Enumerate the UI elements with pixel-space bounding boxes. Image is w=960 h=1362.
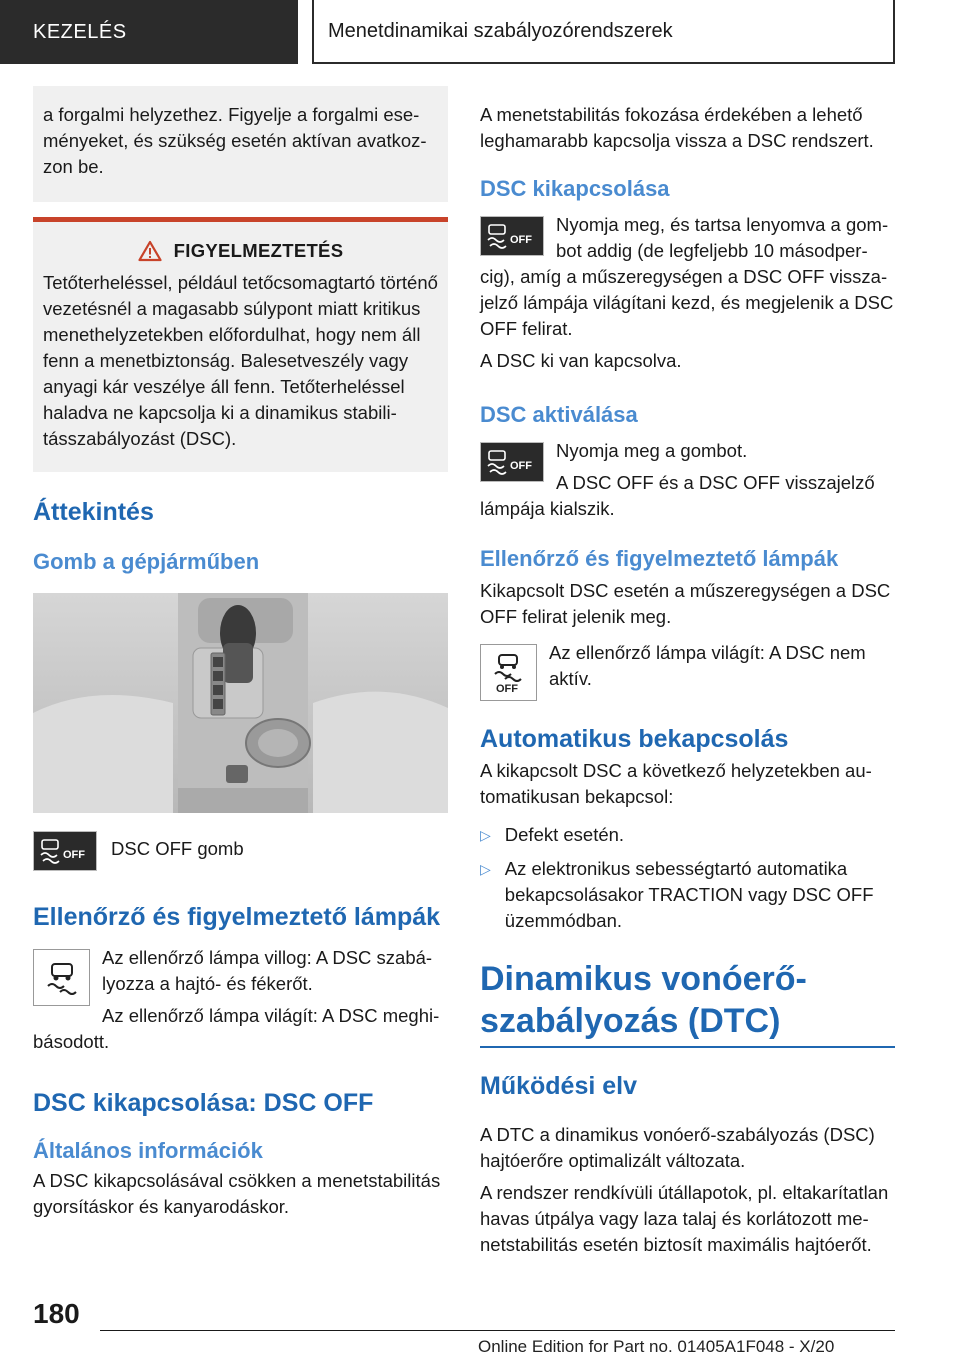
lamp-on-text-right: Az ellenőrző lámpa világít: A DSC nem aktív. xyxy=(549,642,866,689)
dsc-off-lamp-icon xyxy=(480,644,537,701)
right-column xyxy=(480,102,895,1258)
triangle-bullet-icon: ▷ xyxy=(480,861,491,877)
warning-header xyxy=(43,240,438,262)
list-item xyxy=(480,822,895,848)
header-section-tab: KEZELÉS xyxy=(0,0,298,64)
heading-dtc: Dinamikus vonóerő-szabályozás (DTC) xyxy=(480,960,807,1040)
heading-button-in-vehicle: Gomb a gépjárműben xyxy=(33,549,260,574)
left-column xyxy=(33,86,448,1220)
svg-text:OFF: OFF xyxy=(510,460,532,472)
warning-box xyxy=(33,217,448,472)
dsc-off-button-icon xyxy=(480,442,544,482)
button-caption: DSC OFF gomb xyxy=(111,838,244,859)
auto-enable-list xyxy=(480,822,895,934)
warning-triangle-icon xyxy=(138,240,162,262)
dsc-off-button-row xyxy=(33,831,448,871)
dsc-off-button-icon xyxy=(480,216,544,256)
lamp-section-left xyxy=(33,945,448,1055)
enable-step: Nyomja meg a gombot. xyxy=(556,440,748,461)
heading-enable-dsc: DSC aktiválása xyxy=(480,402,638,427)
heading-dsc-off: DSC kikapcsolása: DSC OFF xyxy=(33,1089,374,1117)
intro-text: A menetstabilitás fokozása érdekében a lehető leghamarabb kapcsolja vissza a DSC rendszert. xyxy=(480,104,874,151)
disable-result: A DSC ki van kapcsolva. xyxy=(480,350,682,371)
auto-text: A kikapcsolt DSC a következő helyzetekben automatikusan bekapcsol: xyxy=(480,760,872,807)
svg-text:OFF: OFF xyxy=(63,849,85,861)
heading-principle: Működési elv xyxy=(480,1072,637,1100)
lamp-on-text-left: Az ellenőrző lámpa világít: A DSC meghibásodott. xyxy=(33,1005,440,1052)
header-chapter-title: Menetdinamikai szabályozórendszerek xyxy=(312,0,895,64)
note-text: a forgalmi helyzethez. Figyelje a forgalmi eseményeket, és szükség esetén aktívan avatkozzon be. xyxy=(43,104,427,177)
svg-text:OFF: OFF xyxy=(495,682,518,695)
heading-overview: Áttekintés xyxy=(33,498,154,526)
dsc-lamp-icon xyxy=(33,949,90,1006)
svg-text:OFF: OFF xyxy=(510,234,532,246)
disable-text: Nyomja meg, és tartsa lenyomva a gombot addig (de legfeljebb 10 másodpercig), amíg a műszeregységen a DSC OFF visszajelző lámpája világítani kezd, és megjelenik a DSC OFF felirat. xyxy=(480,214,894,339)
dsc-off-button-icon xyxy=(33,831,97,871)
continued-note-box xyxy=(33,86,448,202)
footer-rule xyxy=(100,1330,895,1331)
heading-disable-dsc: DSC kikapcsolása xyxy=(480,176,670,201)
heading-lamps-left: Ellenőrző és figyelmeztető lámpák xyxy=(33,903,441,931)
warning-text: Tetőterheléssel, például tetőcsomagtartó történő vezetésnél a magasabb súlypont miatt kritikus menethelyzetekben előfordulhat, hogy nem áll fenn a menetbiztonság. Balesetveszély vagy anyagi kár veszélye áll fenn. Tetőterheléssel haladva ne kapcsolja ki a dinamikus stabilitásszabályozást (DSC). xyxy=(43,272,438,449)
principle-text-1: A DTC a dinamikus vonóerő-szabályozás (DSC) hajtóerőre optimalizált változata. xyxy=(480,1123,875,1171)
enable-result: A DSC OFF és a DSC OFF visszajelző lámpája kialszik. xyxy=(480,472,875,519)
disable-section xyxy=(480,212,895,374)
center-console-photo xyxy=(33,593,448,813)
list-item-text: Az elektronikus sebességtartó automatika bekapcsolásakor TRACTION vagy DSC OFF üzemmódban. xyxy=(504,858,874,931)
list-item xyxy=(480,856,895,934)
enable-section xyxy=(480,438,895,522)
heading-lamps-right: Ellenőrző és figyelmeztető lámpák xyxy=(480,546,839,571)
page-number: 180 xyxy=(33,1298,80,1329)
warning-title: FIGYELMEZTETÉS xyxy=(173,240,344,261)
heading-general-info: Általános információk xyxy=(33,1138,263,1163)
triangle-bullet-icon: ▷ xyxy=(480,827,491,843)
lamps-text-right: Kikapcsolt DSC esetén a műszeregységen a DSC OFF felirat jelenik meg. xyxy=(480,580,891,627)
heading-auto-enable: Automatikus bekapcsolás xyxy=(480,725,789,753)
principle-text-2: A rendszer rendkívüli útállapotok, pl. eltakarítatlan havas útpálya vagy laza talaj és korlátozott menetstabilitás esetén biztosít maximális hajtóerőt. xyxy=(480,1181,889,1255)
footer-edition: Online Edition for Part no. 01405A1F048 - X/20 xyxy=(478,1337,835,1356)
list-item-text: Defekt esetén. xyxy=(504,824,625,845)
lamp-section-right xyxy=(480,640,895,705)
lamp-flash-text: Az ellenőrző lámpa villog: A DSC szabályozza a hajtó- és fékerőt. xyxy=(102,947,433,994)
heading-dtc-rule xyxy=(480,1046,895,1048)
general-info-text: A DSC kikapcsolásával csökken a menetstabilitás gyorsításkor és kanyarodáskor. xyxy=(33,1170,441,1217)
